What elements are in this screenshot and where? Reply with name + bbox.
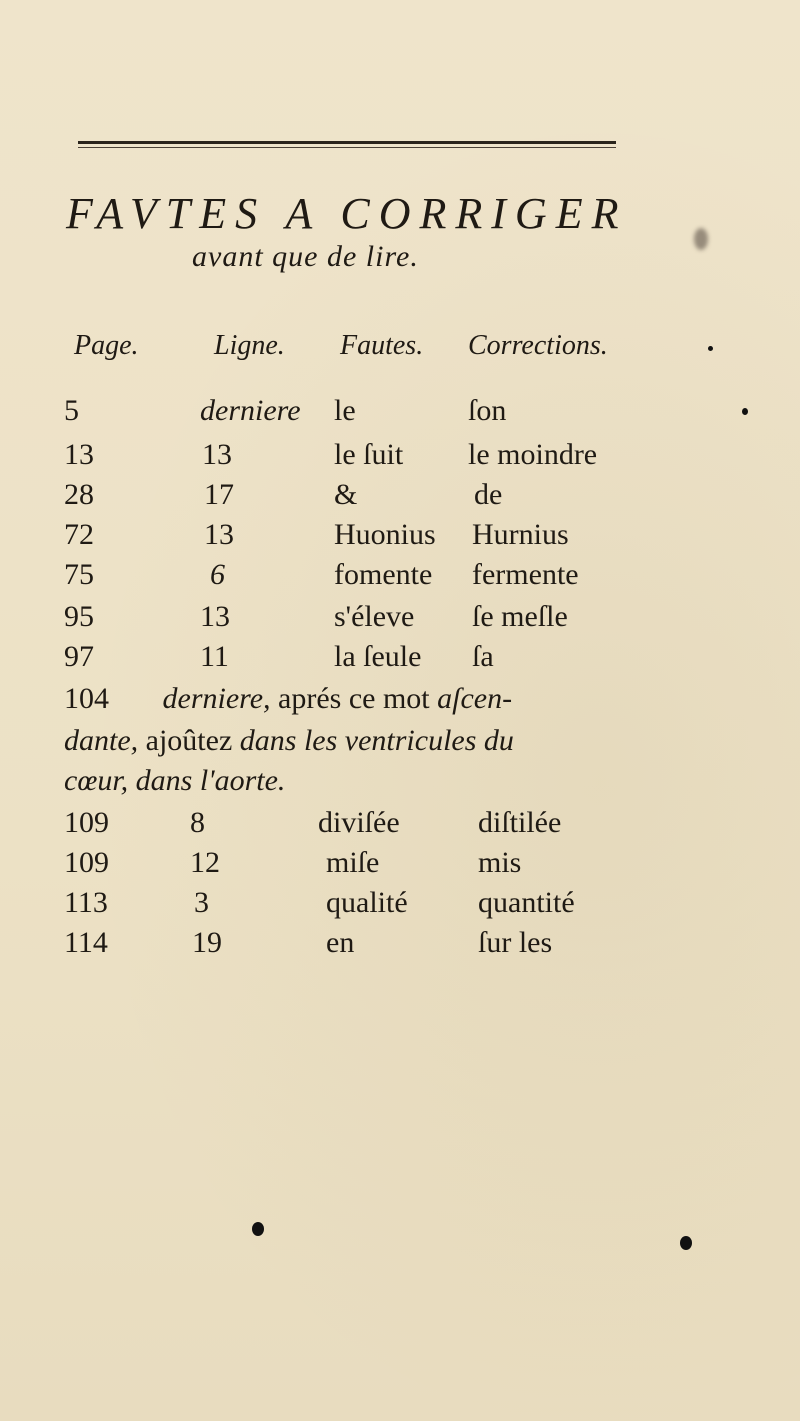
row-ligne: derniere — [200, 394, 301, 427]
column-header-page: Page. — [74, 330, 139, 361]
row-correction: de — [474, 478, 503, 511]
errata-note-line-3 — [64, 764, 285, 798]
column-header-ligne: Ligne. — [214, 330, 285, 361]
note-text-1: aprés ce mot — [278, 682, 430, 715]
row-faute: le — [334, 394, 356, 427]
header-rule — [78, 141, 616, 144]
column-header-corrections: Corrections. — [468, 330, 608, 361]
row-correction: mis — [478, 846, 522, 879]
note-insert-1: dans les ventricules du — [239, 724, 514, 757]
ink-smudge — [694, 228, 708, 250]
row-correction: ſur les — [478, 926, 553, 959]
row-page: 13 — [64, 438, 94, 471]
row-faute: miſe — [326, 846, 380, 879]
row-ligne: 6 — [210, 558, 225, 591]
errata-row — [0, 518, 800, 558]
row-faute: diviſée — [318, 806, 400, 839]
ink-dot — [742, 408, 748, 415]
row-correction: diſtilée — [478, 806, 562, 839]
note-text-2: ajoûtez — [145, 724, 233, 757]
row-page: 75 — [64, 558, 94, 591]
row-page: 5 — [64, 394, 79, 427]
row-faute: en — [326, 926, 355, 959]
row-ligne: 13 — [200, 600, 230, 633]
row-correction: Hurnius — [472, 518, 569, 551]
row-page: 72 — [64, 518, 94, 551]
errata-row — [0, 394, 800, 434]
row-page: 113 — [64, 886, 108, 919]
errata-row — [0, 926, 800, 966]
ink-dot — [708, 346, 713, 351]
row-page: 114 — [64, 926, 108, 959]
note-word-2: dante, — [64, 724, 139, 757]
errata-row — [0, 600, 800, 640]
row-faute: s'éleve — [334, 600, 415, 633]
row-correction: ſa — [472, 640, 494, 673]
row-ligne: 13 — [202, 438, 232, 471]
row-faute: fomente — [334, 558, 433, 591]
row-faute: & — [334, 478, 358, 511]
errata-row — [0, 640, 800, 680]
row-faute: la ſeule — [334, 640, 422, 673]
errata-note-line-1 — [64, 682, 512, 716]
row-faute: le ſuit — [334, 438, 404, 471]
note-insert-2: cœur, dans l'aorte. — [64, 764, 286, 797]
row-page: 109 — [64, 806, 109, 839]
row-page: 109 — [64, 846, 109, 879]
row-correction: ſe meſle — [472, 600, 568, 633]
errata-row — [0, 886, 800, 926]
errata-row — [0, 806, 800, 846]
ink-dot — [680, 1236, 692, 1250]
row-faute: Huonius — [334, 518, 436, 551]
note-page: 104 — [64, 682, 109, 715]
note-ligne: derniere, — [162, 682, 271, 715]
row-ligne: 12 — [190, 846, 220, 879]
errata-row — [0, 438, 800, 478]
column-header-fautes: Fautes. — [340, 330, 424, 361]
row-faute: qualité — [326, 886, 408, 919]
row-ligne: 11 — [200, 640, 229, 673]
row-correction: ſon — [468, 394, 507, 427]
errata-title: FAVTES A CORRIGER — [66, 189, 628, 238]
row-ligne: 13 — [204, 518, 234, 551]
row-ligne: 19 — [192, 926, 222, 959]
row-correction: le moindre — [468, 438, 598, 471]
row-ligne: 8 — [190, 806, 205, 839]
errata-row — [0, 846, 800, 886]
row-page: 97 — [64, 640, 94, 673]
row-page: 28 — [64, 478, 94, 511]
row-page: 95 — [64, 600, 94, 633]
row-correction: fermente — [472, 558, 579, 591]
row-correction: quantité — [478, 886, 575, 919]
errata-subtitle: avant que de lire. — [192, 240, 419, 273]
errata-row — [0, 558, 800, 598]
ink-dot — [252, 1222, 264, 1236]
errata-row — [0, 478, 800, 518]
row-ligne: 17 — [204, 478, 234, 511]
row-ligne: 3 — [194, 886, 209, 919]
note-word-1: aſcen- — [437, 682, 513, 715]
errata-note-line-2 — [64, 724, 514, 758]
